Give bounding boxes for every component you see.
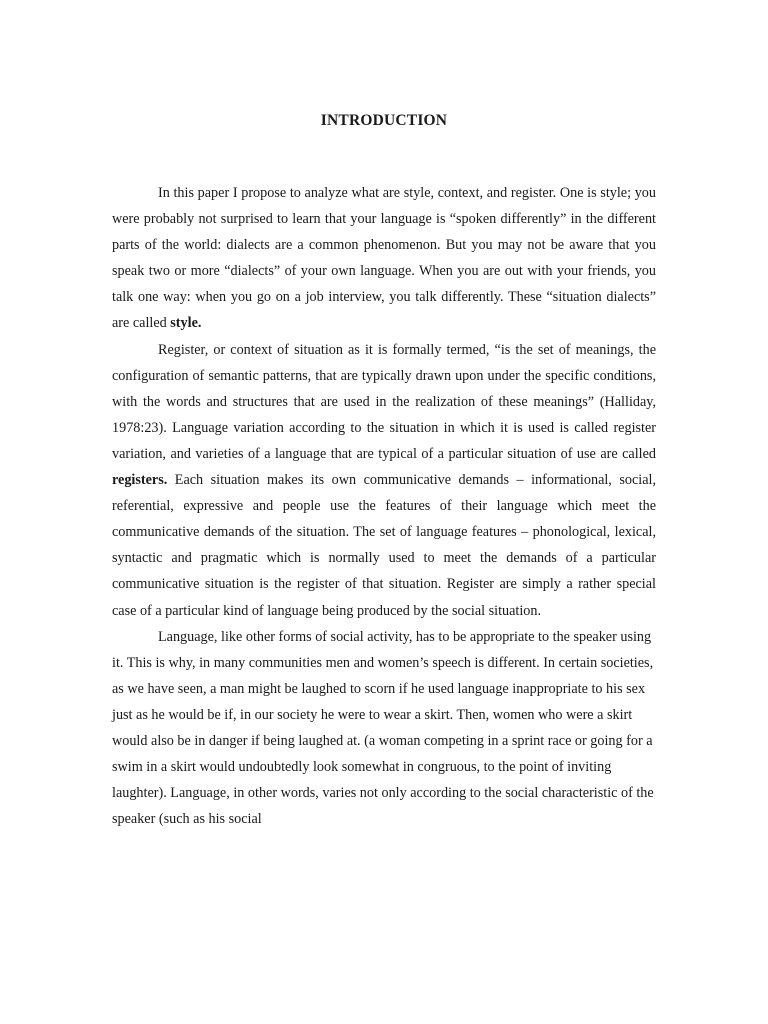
- paragraph-style: [112, 180, 656, 337]
- paragraph-language: Language, like other forms of social activity, has to be appropriate to the speaker using it. This is why, in many communities men and women’s speech is different. In certain societies, as we have seen, a man might be laughed to scorn if he used language inappropriate to his sex just as he would be if, in our society he were to wear a skirt. Then, women who were a skirt would also be in danger if being laughed at. (a woman competing in a sprint race or going for a swim in a skirt would undoubtedly look somewhat in congruous, to the point of inviting laughter). Language, in other words, varies not only according to the social characteristic of the speaker (such as his social: [112, 628, 654, 828]
- paragraph-text-after: Each situation makes its own communicative demands – informational, social, referential, expressive and people use the features of their language which meet the communicative demands of the situation. The set of language features – phonological, lexical, syntactic and pragmatic which is normally used to meet the demands of a particular communicative situation is the register of that situation. Register are simply a rather special case of a particular kind of language being produced by the social situation.: [112, 472, 656, 619]
- paragraph-text: In this paper I propose to analyze what are style, context, and register. One is style; you were probably not surprised to learn that your language is “spoken differently” in the different parts of the world: dialects are a common phenomenon. But you may not be aware that you speak two or more “dialects” of your own language. When you are out with your friends, you talk one way: when you go on a job interview, you talk differently. These “situation dialects” are called: [112, 185, 656, 332]
- paragraph-text: Register, or context of situation as it is formally termed, “is the set of meanings, the configuration of semantic patterns, that are typically drawn upon under the specific conditions, with the words and structures that are used in the realization of these meanings” (Halliday, 1978:23). Language variation according to the situation in which it is used is called register variation, and varieties of a language that are typical of a particular situation of use are called: [112, 341, 656, 462]
- page-title: INTRODUCTION: [320, 112, 448, 129]
- paragraph-register: [112, 337, 656, 624]
- term-style: style.: [170, 315, 202, 332]
- document-body: [112, 180, 656, 832]
- term-registers: registers.: [112, 472, 168, 489]
